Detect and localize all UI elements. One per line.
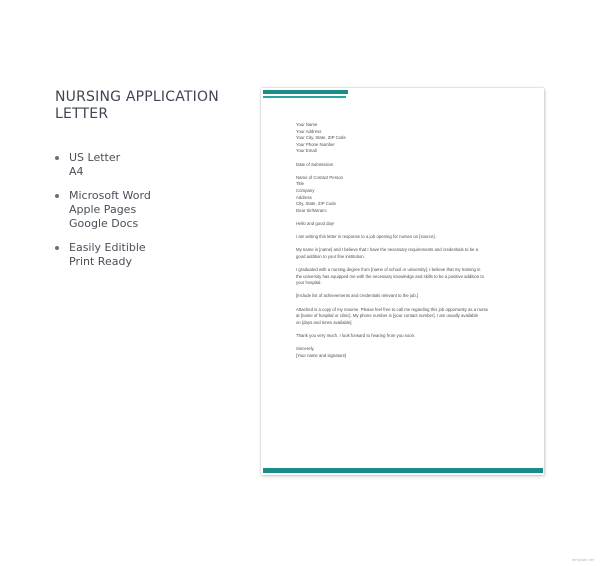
bullet-icon — [55, 246, 59, 250]
paragraph-3-line: your hospital. — [296, 280, 322, 286]
feature-item: Apple Pages — [69, 203, 137, 216]
letter-date: Date of Submission — [296, 161, 334, 167]
paragraph-5-line: on [days and times available]. — [296, 319, 353, 325]
sender-email: Your Email — [296, 148, 317, 154]
feature-item: Print Ready — [69, 255, 132, 268]
recipient-name: Name of Contact Person — [296, 174, 344, 180]
paragraph-5-line: Attached is a copy of my resume. Please feel free to call me regarding this job opportunity as a nurse — [296, 306, 489, 312]
paragraph-3-line: I graduated with a nursing degree from [name of school or university]. I believe that my training in — [296, 267, 481, 273]
sender-city: Your City, State, ZIP Code — [296, 135, 346, 141]
letter-body — [296, 122, 512, 359]
paragraph-3-line: the university has equipped me with the necessary knowledge and skills to be a positive addition to — [296, 273, 484, 279]
recipient-city: City, State, ZIP Code — [296, 201, 336, 207]
page-title — [55, 89, 255, 123]
recipient-title: Title — [296, 181, 304, 187]
feature-item: A4 — [69, 165, 84, 178]
signature: [Your name and signature] — [296, 352, 347, 358]
recipient-company: Company — [296, 187, 315, 193]
feature-item: US Letter — [69, 151, 121, 164]
paragraph-6: Thank you very much. I look forward to hearing from you soon. — [296, 333, 416, 338]
header-accent-bar-thin — [263, 96, 346, 98]
feature-list — [55, 151, 245, 279]
title-line-1: NURSING APPLICATION — [55, 89, 219, 105]
feature-group-qualities — [55, 241, 245, 269]
letter-preview — [261, 88, 544, 475]
paragraph-2-line: My name is [name] and I believe that I have the necessary requirements and credentials to be a — [296, 247, 479, 253]
paragraph-2-line: good addition to your fine institution. — [296, 253, 365, 259]
bullet-icon — [55, 194, 59, 198]
closing: Sincerely, — [296, 346, 315, 352]
recipient-address: Address — [296, 194, 312, 200]
paragraph-5-line: at [name of hospital or clinic]. My phone number is [your contact number]. I am usually available — [296, 313, 478, 319]
footer-accent-bar — [263, 468, 543, 473]
paragraph-1: I am writing this letter in response to a job opening for nurses on [source]. — [296, 234, 436, 240]
feature-item: Google Docs — [69, 217, 139, 230]
feature-item: Easily Editible — [69, 241, 146, 254]
bullet-icon — [55, 156, 59, 160]
header-accent-bar — [263, 90, 348, 94]
greeting: Hello and good day! — [296, 220, 335, 226]
sender-name: Your Name — [296, 122, 318, 127]
salutation: Dear Sir/Ma'am: — [296, 207, 327, 213]
feature-group-apps — [55, 189, 245, 231]
feature-item: Microsoft Word — [69, 189, 151, 202]
sender-address: Your Address — [296, 128, 322, 134]
title-line-2: LETTER — [55, 106, 109, 122]
watermark: template.net — [571, 557, 594, 562]
sender-phone: Your Phone Number — [296, 141, 335, 147]
feature-group-formats — [55, 151, 245, 179]
paragraph-4: [Include list of achievements and credentials relevant to the job.] — [296, 293, 419, 299]
